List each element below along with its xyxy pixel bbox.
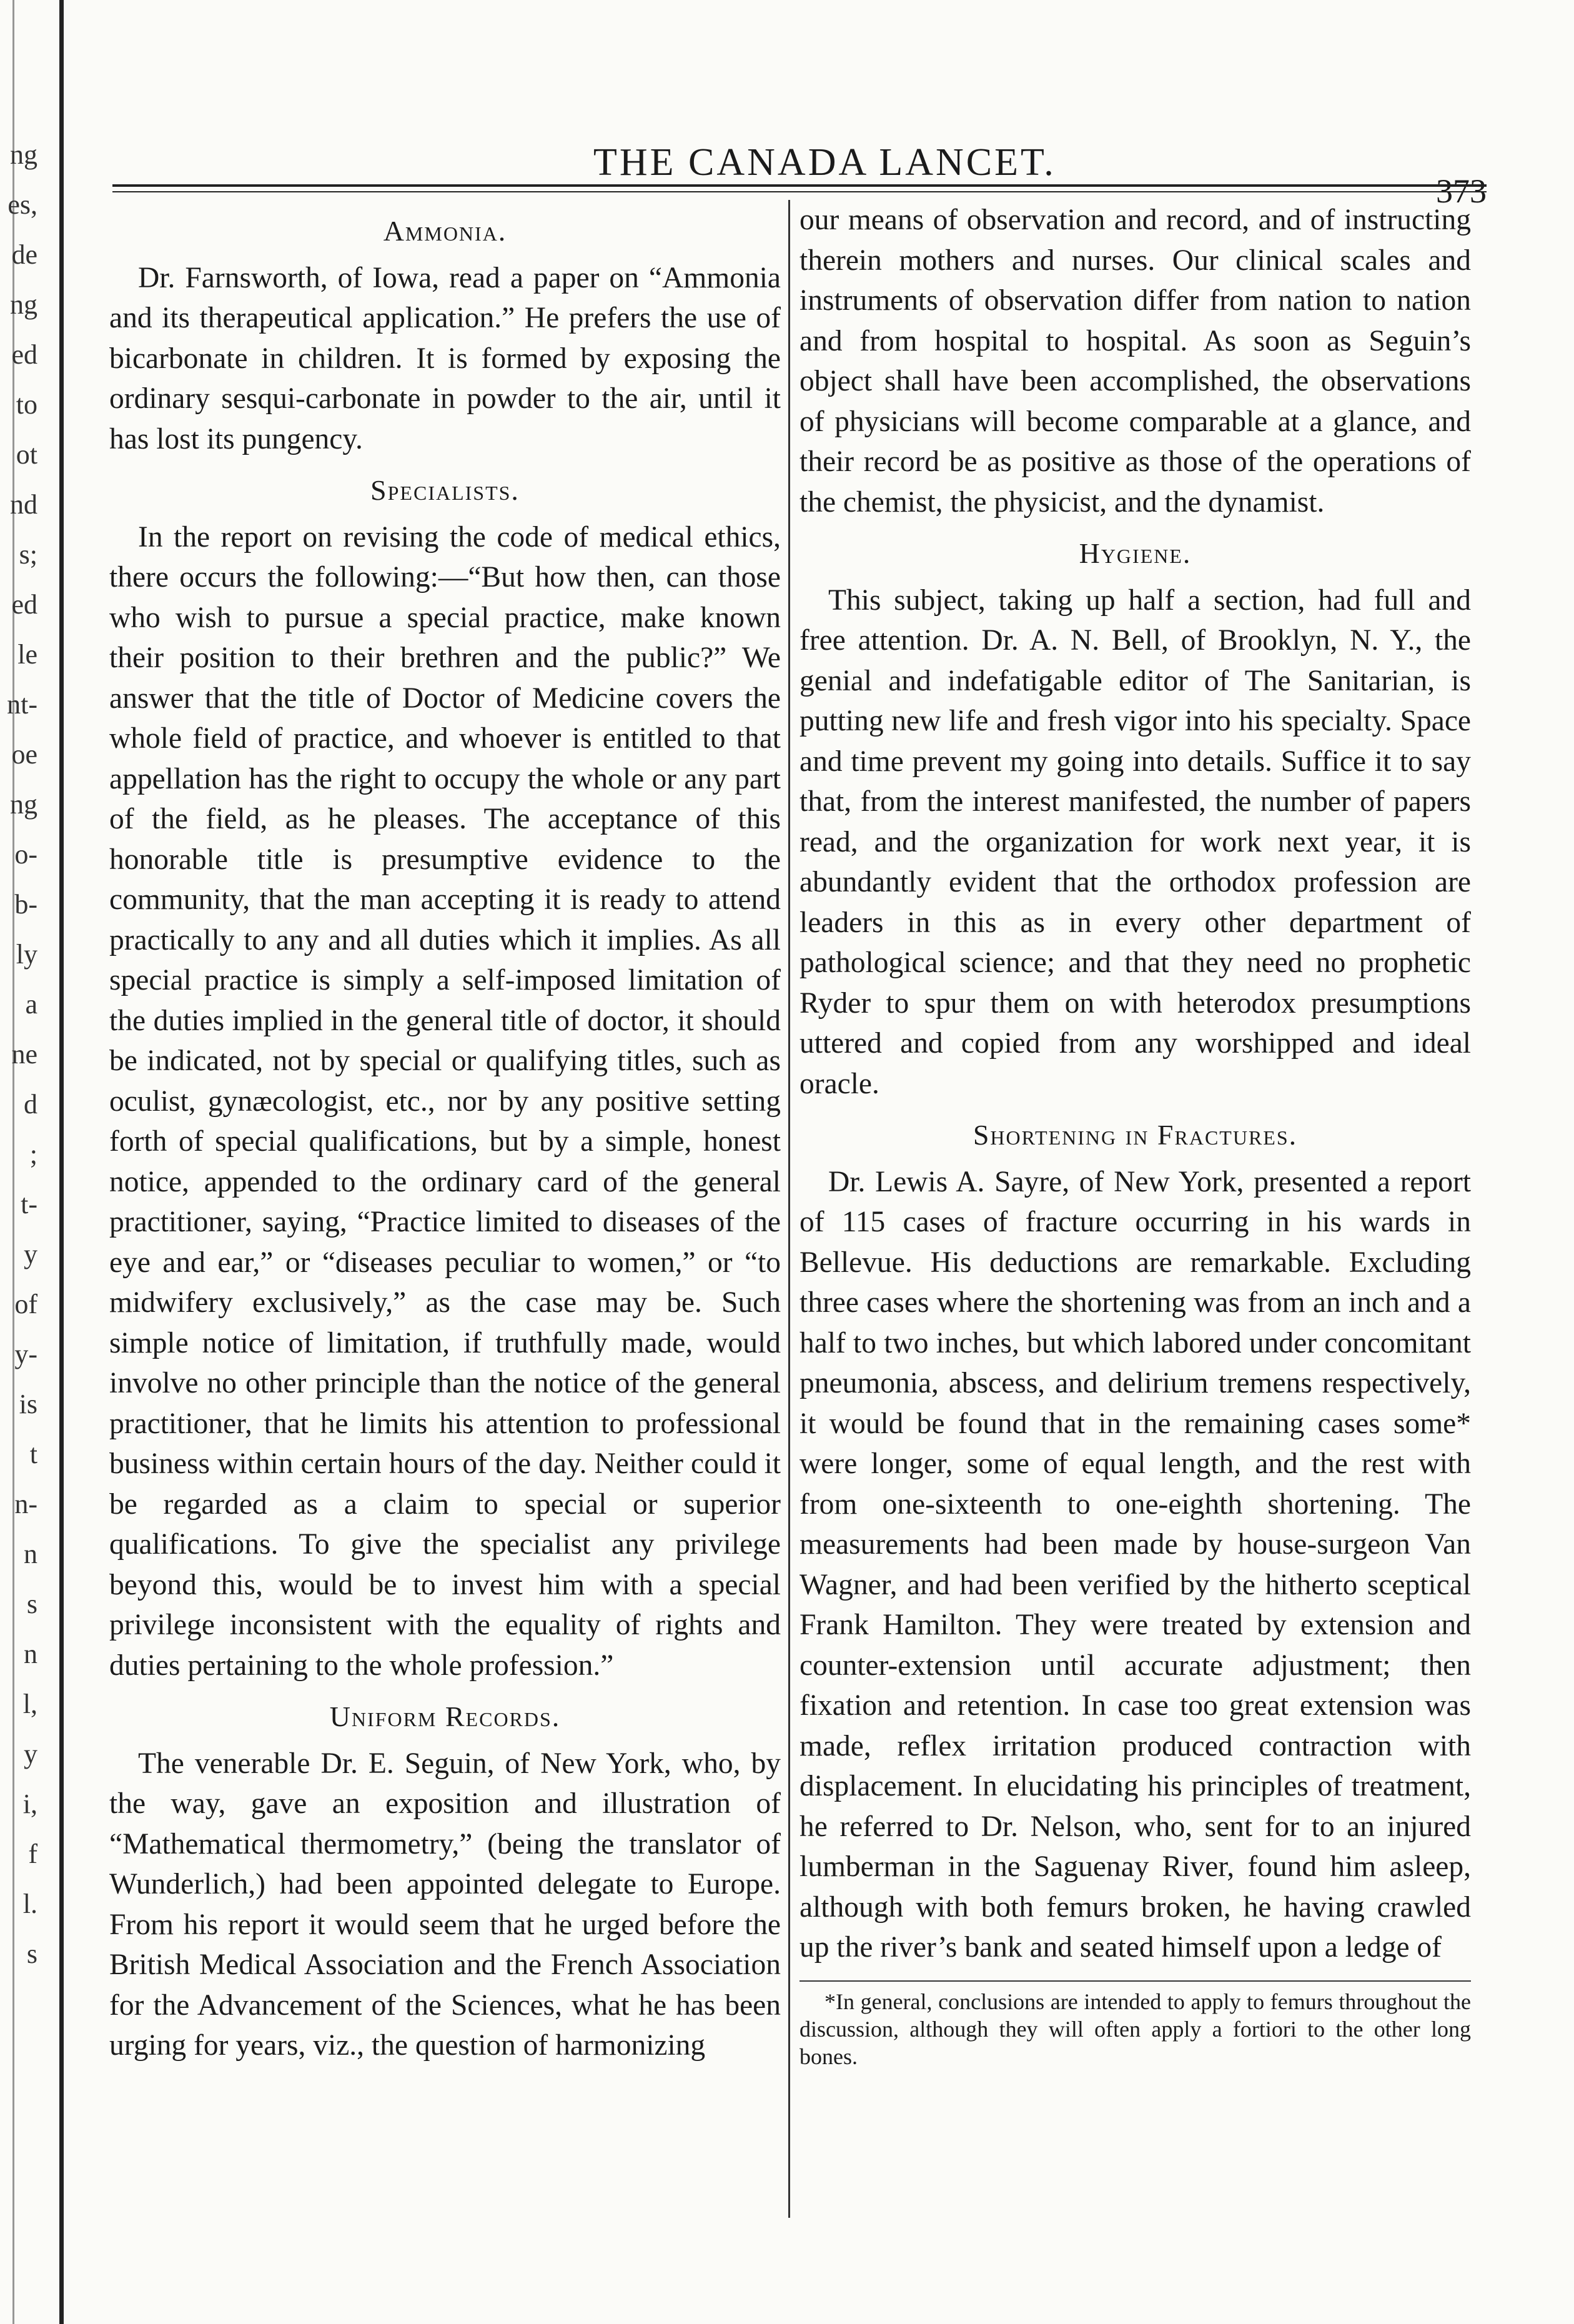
gutter-fragment: d bbox=[24, 1089, 37, 1120]
gutter-fragment: i, bbox=[22, 1789, 37, 1819]
section-heading: Ammonia. bbox=[383, 215, 507, 247]
gutter-fragment: ly bbox=[16, 939, 37, 970]
page-header bbox=[112, 134, 1499, 191]
gutter-fragment: s bbox=[26, 1939, 37, 1969]
gutter-fragment: ; bbox=[29, 1139, 37, 1169]
gutter-fragment: of bbox=[14, 1289, 37, 1319]
left-column bbox=[109, 200, 781, 2255]
right-column bbox=[799, 200, 1471, 2255]
gutter-fragment: n- bbox=[14, 1489, 37, 1519]
gutter-fragment: nt- bbox=[7, 689, 37, 720]
paragraph-continuation: our means of observation and record, and of instructing therein mothers and nurses. Our clinical scales and instruments of observation differ from nation to nation and from hospital to hospital. As soon as Seguin’s object shall have been accomplished, the observations of physicians will become comparable at a glance, and their record be as positive as those of the operations of the chemist, the physicist, and the dynamist. bbox=[799, 204, 1471, 519]
header-rule-thin bbox=[112, 191, 1487, 192]
gutter-fragment: t bbox=[29, 1439, 37, 1469]
gutter-fragment: y- bbox=[14, 1339, 37, 1369]
section-heading: Hygiene. bbox=[1079, 537, 1192, 569]
section-specialists bbox=[109, 470, 781, 1686]
gutter-fragment: t- bbox=[21, 1189, 37, 1219]
gutter-fragment: n bbox=[24, 1639, 37, 1669]
gutter-fragment: is bbox=[19, 1389, 37, 1419]
gutter-fragment: nd bbox=[10, 489, 37, 520]
gutter-fragment: n bbox=[24, 1539, 37, 1569]
gutter-fragment: a bbox=[25, 989, 37, 1020]
footnote: *In general, conclusions are intended to apply to femurs throughout the discussion, although they will often apply a fortiori to the other long bones. bbox=[799, 1989, 1471, 2069]
gutter-fragment: de bbox=[11, 239, 37, 270]
gutter-fragment: l. bbox=[22, 1889, 37, 1919]
gutter-fragment: ng bbox=[10, 139, 37, 170]
gutter-fragment: to bbox=[16, 389, 37, 420]
gutter-fragment: es, bbox=[7, 189, 37, 220]
gutter-fragment: y bbox=[24, 1739, 37, 1769]
section-heading: Shortening in Fractures. bbox=[973, 1119, 1298, 1151]
adjacent-page-edge bbox=[59, 0, 64, 2324]
gutter-fragment: ed bbox=[11, 589, 37, 620]
gutter-fragment: b- bbox=[14, 889, 37, 920]
section-heading: Uniform Records. bbox=[329, 1701, 561, 1732]
gutter-fragment: le bbox=[17, 639, 37, 670]
paragraph: The venerable Dr. E. Seguin, of New York, who, by the way, gave an exposition and illustration of “Mathematical thermometry,” (being the translator of Wunderlich,) had been appointed delegate to Europe. From his report it would seem that he urged before the British Medical Association and the French Association for the Advancement of the Sciences, what he has been urging for years, viz., the question of harmonizing bbox=[109, 1747, 781, 2062]
gutter-fragment: ed bbox=[11, 339, 37, 370]
section-uniform-records bbox=[109, 1697, 781, 2066]
gutter-fragment: f bbox=[28, 1839, 37, 1869]
adjacent-page-fragments bbox=[0, 137, 37, 2262]
section-hygiene bbox=[799, 534, 1471, 1104]
section-ammonia bbox=[109, 211, 781, 459]
paragraph: Dr. Farnsworth, of Iowa, read a paper on “Ammonia and its therapeutical application.” He prefers the use of bicarbonate in children. It is formed by exposing the ordinary sesqui-carbonate in powder to the air, until it has lost its pungency. bbox=[109, 261, 781, 455]
paragraph: In the report on revising the code of medical ethics, there occurs the following:—“But how then, can those who wish to pursue a special practice, make known their position to their brethren and the public?” We answer that the title of Doctor of Medicine covers the whole field of practice, and whoever is entitled to that appellation has the right to occupy the whole or any part of the field, as he pleases. The acceptance of this honorable title is presumptive evidence to the community, that the man accepting it is ready to attend practically to any and all duties which it implies. As all special practice is simply a self-imposed limitation of the duties implied in the general title of doctor, it should be indicated, not by special or qualifying titles, such as oculist, gynæcologist, etc., nor by any positive setting forth of special qualifications, but by a simple, honest notice, appended to the ordinary card of the general practitioner, saying, “Practice limited to diseases of the eye and ear,” or “diseases peculiar to women,” or “to midwifery exclusively,” as the case may be. Such simple notice of limitation, if truthfully made, would involve no other principle than the notice of the general practitioner, that he limits his attention to professional business within certain hours of the day. Neither could it be regarded as a claim to special or superior qualifications. To give the specialist any privilege beyond this, would be to invest him with a special privilege inconsistent with the equality of rights and duties pertaining to the whole profession.” bbox=[109, 520, 781, 1682]
footnote-rule bbox=[799, 1980, 1471, 1982]
section-shortening-in-fractures bbox=[799, 1115, 1471, 1968]
gutter-fragment: ng bbox=[10, 289, 37, 320]
section-heading: Specialists. bbox=[370, 474, 520, 506]
gutter-fragment: y bbox=[24, 1239, 37, 1269]
gutter-fragment: s; bbox=[19, 539, 37, 570]
column-divider bbox=[788, 200, 790, 2218]
gutter-fragment: l, bbox=[22, 1689, 37, 1719]
gutter-fragment: ng bbox=[10, 789, 37, 820]
header-rule bbox=[112, 184, 1487, 187]
paragraph: Dr. Lewis A. Sayre, of New York, presented a report of 115 cases of fracture occurring in his wards in Bellevue. His deductions are remarkable. Excluding three cases where the shortening was from an inch and a half to two inches, but which labored under concomitant pneumonia, abscess, and delirium tremens respectively, it would be found that in the remaining cases some* were longer, some of equal length, and the rest with from one-sixteenth to one-eighth shortening. The measurements had been made by house-surgeon Van Wagner, and had been verified by the hitherto sceptical Frank Hamilton. They were treated by extension and counter-extension until accurate adjustment; then fixation and retention. In case too great extension was made, reflex irritation produced contraction with displacement. In elucidating his principles of treatment, he referred to Dr. Nelson, who, sent for to an injured lumberman in the Saguenay River, found him asleep, although with both femurs broken, he having crawled up the river’s bank and seated himself upon a ledge of bbox=[799, 1165, 1471, 1964]
paragraph: This subject, taking up half a section, had full and free attention. Dr. A. N. Bell, of Brooklyn, N. Y., the genial and indefatigable editor of The Sanitarian, is putting new life and fresh vigor into his specialty. Space and time prevent my going into details. Suffice it to say that, from the interest manifested, the number of papers read, and the organization for work next year, it is abundantly evident that the orthodox profession are leaders in this as in every other department of pathological science; and that they need no prophetic Ryder to spur them on with heterodox presumptions uttered and copied from any worshipped and ideal oracle. bbox=[799, 583, 1471, 1100]
running-title: THE CANADA LANCET. bbox=[593, 141, 1056, 184]
gutter-fragment: ne bbox=[11, 1039, 37, 1070]
gutter-fragment: o- bbox=[14, 839, 37, 870]
gutter-fragment: ot bbox=[16, 439, 37, 470]
gutter-fragment: oe bbox=[11, 739, 37, 770]
gutter-fragment: s bbox=[26, 1589, 37, 1619]
